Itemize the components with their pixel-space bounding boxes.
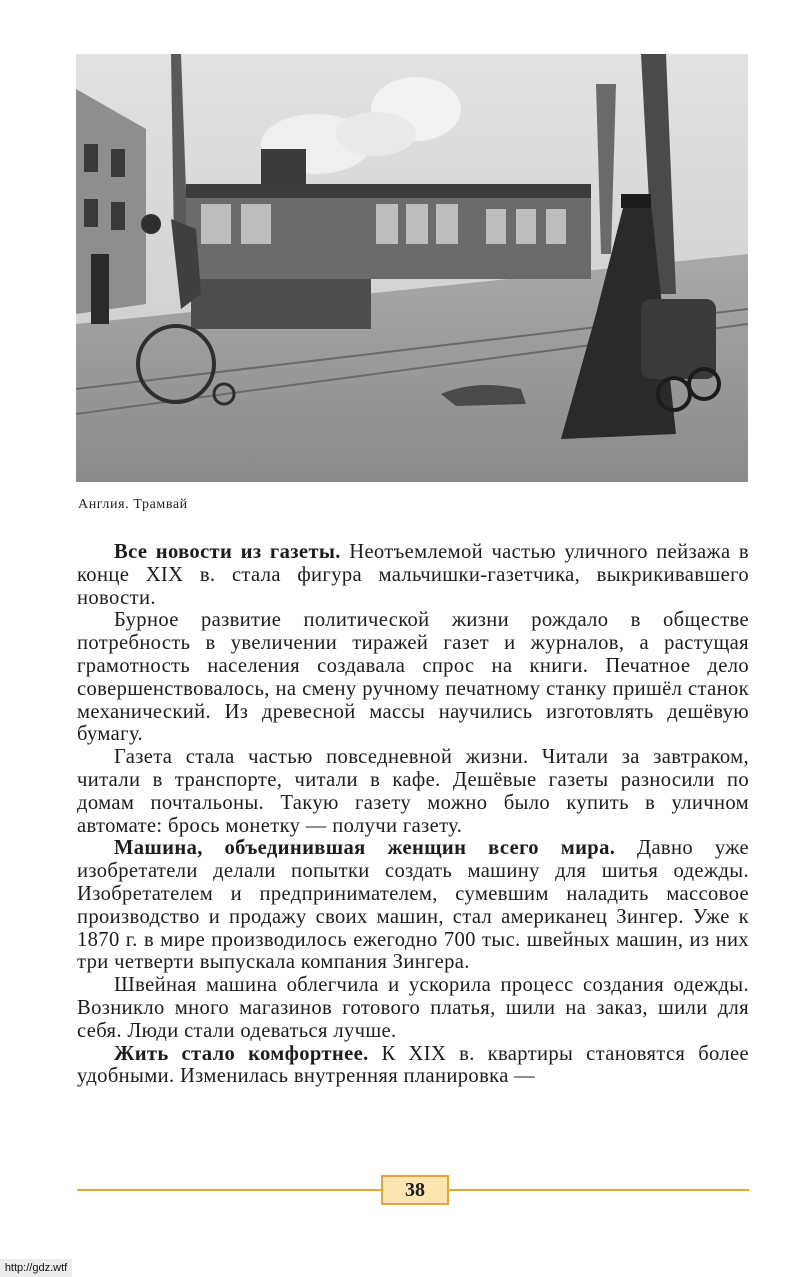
paragraph-text: К XIX в. квартиры становятся более удобными. Изменилась внутренняя планировка — (77, 1042, 749, 1088)
figure-caption: Англия. Трамвай (78, 497, 188, 512)
paragraph-text: Газета стала частью повседневной жизни. Читали за завтраком, читали в транспорте, читали в кафе. Дешёвые газеты разносили по домам почтальоны. Такую газету можно было купить в уличном автомате: брось монетку — получи газету. (77, 746, 749, 837)
paragraph-text: Швейная машина облегчила и ускорила процесс создания одежды. Возникло много магазинов готового платья, шили на заказ, шили для себя. Люди стали одеваться лучше. (77, 974, 749, 1042)
section-heading: Жить стало комфортнее. (114, 1042, 369, 1065)
paragraph-text: Бурное развитие политической жизни рождало в обществе потребность в увеличении тиражей газет и журналов, а растущая грамотность населения создавала спрос на книги. Печатное дело совершенствовалось, на смену ручному печатному станку пришёл станок механический. Из древесной массы научились изготовлять дешёвую бумагу. (77, 609, 749, 746)
section-heading: Все новости из газеты. (114, 541, 341, 563)
paragraph (77, 1043, 749, 1089)
body-text (77, 541, 749, 1088)
source-watermark: http://gdz.wtf (0, 1259, 72, 1277)
paragraph (77, 609, 749, 746)
paragraph-text: Неотъемлемой частью уличного пейзажа в конце XIX в. стала фигура мальчишки-газетчика, выкрикивавшего новости. (77, 541, 750, 609)
footer-rule-right (449, 1189, 749, 1191)
footer-rule-left (77, 1189, 381, 1191)
section-heading: Машина, объединившая женщин всего мира. (114, 837, 616, 860)
paragraph (77, 541, 749, 609)
paragraph (77, 974, 749, 1042)
page-number: 38 (381, 1175, 449, 1205)
paragraph-text: Давно уже изобретатели делали попытки создать машину для шитья одежды. Изобретателем и предпринимателем, сумевшим наладить массовое производство и продажу своих машин, стал американец Зингер. Уже к 1870 г. в мире производилось ежегодно 700 тыс. швейных машин, из них три четверти выпускала компания Зингера. (77, 837, 749, 974)
tram-street-scene-image (76, 54, 748, 482)
illustration (76, 54, 748, 482)
paragraph (77, 837, 749, 974)
paragraph (77, 746, 749, 837)
